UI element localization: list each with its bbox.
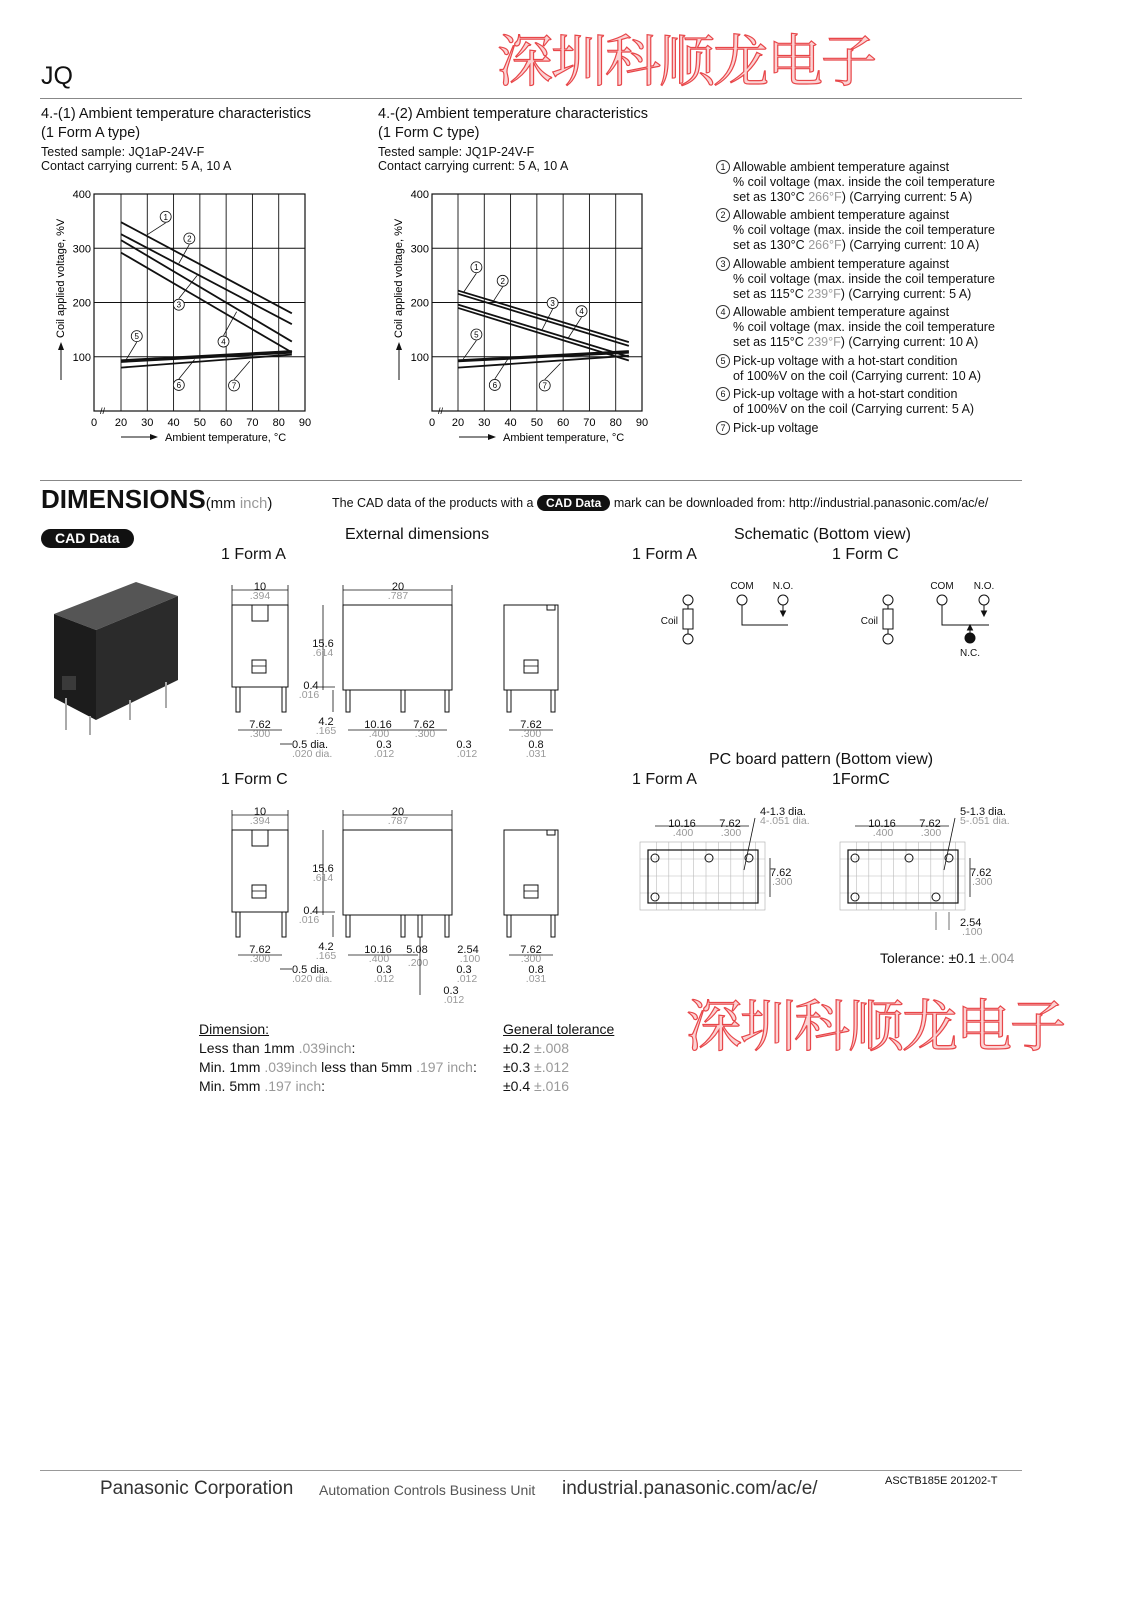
legend-current: ) (Carrying current: 10 A)	[841, 238, 980, 252]
y-tick-label: 300	[410, 243, 429, 256]
dimension-mid: :	[351, 1040, 356, 1056]
pcb-hole-icon	[851, 893, 859, 901]
dimension-label: 10	[253, 806, 267, 818]
legend-line-1: Allowable ambient temperature against	[733, 257, 950, 271]
dimension-label: 15.6	[312, 863, 334, 875]
dimension-label: .100	[459, 953, 481, 965]
dimension-inch-2: .197 inch	[416, 1059, 473, 1075]
relay-outline	[848, 850, 958, 903]
pcb-form-a: 1 Form A	[632, 771, 697, 788]
dimension-label: .614	[312, 872, 334, 884]
x-tick-label: 20	[451, 417, 465, 429]
legend-line-1: Pick-up voltage with a hot-start condition	[733, 354, 958, 368]
dimension-label: .400	[368, 728, 390, 740]
series-callout-label: 7	[231, 381, 237, 391]
y-axis-label: Coil applied voltage, %V	[393, 218, 405, 338]
y-tick-label: 100	[72, 351, 91, 364]
table-row-tolerance	[503, 1078, 569, 1094]
dimension-label: .787	[387, 590, 409, 602]
legend-line-2: % coil voltage (max. inside the coil temperature	[733, 272, 995, 286]
legend-line-1: Allowable ambient temperature against	[733, 160, 950, 174]
y-tick-label: 400	[72, 189, 91, 201]
chart1-title: 4.-(1) Ambient temperature characteristics	[41, 106, 311, 122]
watermark-top: 深圳科顺龙电子	[497, 30, 875, 95]
dimension-label: 0.5 dia.	[292, 964, 329, 976]
table-row-tolerance	[503, 1040, 569, 1056]
dimension-label: 4.2	[318, 716, 334, 728]
com-label: COM	[730, 581, 754, 592]
cad-note-a: The CAD data of the products with a	[332, 496, 534, 510]
holes-label: 5-1.3 dia.	[960, 806, 1006, 818]
dimension-label: 0.3	[443, 985, 459, 997]
unit-mm: (mm	[205, 495, 240, 512]
dimension-label: 10.16	[364, 944, 392, 956]
coil-label: Coil	[860, 616, 878, 627]
tolerance-mm: ±0.4	[503, 1078, 535, 1094]
dimension-label: .394	[249, 815, 271, 827]
tolerance-mm: Tolerance: ±0.1	[880, 950, 980, 966]
dimension-label: 15.6	[312, 638, 334, 650]
series-callout-label: 1	[474, 263, 479, 273]
dimension-label: 10	[253, 581, 267, 593]
y-tick-label: 400	[410, 189, 429, 201]
x-axis-label: Ambient temperature, °C	[165, 432, 287, 444]
cad-data-badge[interactable]: CAD Data	[41, 529, 134, 548]
series-callout-label: 4	[579, 307, 584, 317]
dimension-label: 10.16	[668, 818, 696, 830]
dimension-label: 2.54	[960, 917, 982, 929]
coil-label: Coil	[660, 616, 678, 627]
cad-data-badge-inline: CAD Data	[537, 495, 610, 511]
x-tick-label: 70	[246, 417, 259, 429]
schematic-title: Schematic (Bottom view)	[734, 526, 911, 543]
legend-number-icon: 7	[716, 421, 730, 435]
dimension-label: .300	[520, 953, 542, 965]
table-header-tolerance: General tolerance	[503, 1021, 615, 1037]
chart2-current: Contact carrying current: 5 A, 10 A	[378, 159, 569, 173]
legend-temp-c: set as 115°C	[733, 335, 808, 349]
dimension-label: 7.62	[413, 719, 435, 731]
chart1-current: Contact carrying current: 5 A, 10 A	[41, 159, 232, 173]
footer-divider	[40, 1470, 1022, 1471]
dimension-mm: Less than 1mm	[199, 1040, 299, 1056]
series-callout-label: 5	[134, 332, 139, 342]
dimension-label: 2.54	[457, 944, 479, 956]
tolerance-inch: ±.016	[534, 1078, 569, 1094]
holes-label-inch: 5-.051 dia.	[960, 815, 1010, 827]
dimension-label: .016	[298, 914, 320, 926]
y-tick-label: 200	[410, 297, 429, 310]
dimension-label: .012	[373, 973, 395, 985]
x-tick-label: 50	[530, 417, 543, 429]
dimension-end: :	[472, 1059, 477, 1075]
nc-label: N.C.	[960, 648, 980, 659]
dimension-label: 7.62	[249, 944, 271, 956]
dimension-label: 0.3	[456, 964, 472, 976]
dimension-label: .400	[872, 827, 894, 839]
dimension-label: .165	[315, 950, 337, 962]
x-tick-label: 60	[557, 417, 570, 429]
dimension-label: 4.2	[318, 941, 334, 953]
legend-line-2: % coil voltage (max. inside the coil temperature	[733, 175, 995, 189]
dimension-label: 0.5 dia.	[292, 739, 329, 751]
dimension-label: .031	[525, 748, 547, 760]
y-tick-label: 200	[72, 297, 91, 310]
chart2-title: 4.-(2) Ambient temperature characteristics	[378, 106, 648, 122]
dimension-label: .020 dia.	[292, 973, 333, 985]
dimension-label: .300	[920, 827, 942, 839]
dimension-label: 10.16	[364, 719, 392, 731]
dimensions-title: DIMENSIONS	[41, 484, 206, 514]
y-tick-label: 100	[410, 351, 429, 364]
legend-temp-f: 266°F	[808, 190, 842, 204]
dimension-label: 7.62	[919, 818, 941, 830]
legend-line-1: Allowable ambient temperature against	[733, 305, 950, 319]
unit-close: )	[267, 495, 273, 512]
x-tick-label: 30	[478, 417, 491, 429]
chart1-subtitle: (1 Form A type)	[41, 125, 141, 141]
table-row-tolerance	[503, 1059, 569, 1075]
series-callout-label: 7	[542, 381, 547, 391]
x-tick-label: 50	[193, 417, 206, 429]
legend-line-2: of 100%V on the coil (Carrying current: 5 A)	[733, 402, 975, 416]
y-axis-label: Coil applied voltage, %V	[55, 218, 67, 338]
relay-outline	[648, 850, 758, 903]
table-row-dimension	[199, 1059, 477, 1075]
holes-label-inch: 4-.051 dia.	[760, 815, 810, 827]
pcb-hole-icon	[651, 893, 659, 901]
series-callout-label: 6	[176, 380, 182, 390]
dimension-label: .031	[525, 973, 547, 985]
x-tick-label: 80	[272, 417, 285, 429]
dimension-label: .012	[373, 748, 395, 760]
dimension-label: 7.62	[249, 719, 271, 731]
dimension-label: .300	[720, 827, 742, 839]
dimension-label: .300	[520, 728, 542, 740]
footer-url[interactable]: industrial.panasonic.com/ac/e/	[562, 1478, 818, 1499]
dimension-label: 20	[391, 581, 405, 593]
dimension-label: 0.3	[456, 739, 472, 751]
dimension-label: .400	[672, 827, 694, 839]
dimension-label: 0.3	[376, 739, 392, 751]
dimension-label: .300	[249, 953, 271, 965]
dimension-mm: Min. 1mm	[199, 1059, 265, 1075]
dimension-label: 7.62	[770, 867, 792, 879]
tolerance-mm: ±0.2	[503, 1040, 535, 1056]
axis-break-icon: //	[100, 406, 106, 416]
dimension-inch: .039inch	[298, 1040, 352, 1056]
dimension-label: 0.4	[303, 680, 319, 692]
external-dimensions-title: External dimensions	[345, 526, 490, 543]
legend-number-icon: 4	[716, 305, 730, 319]
x-tick-label: 90	[635, 417, 649, 429]
pcb-hole-icon	[932, 893, 940, 901]
schematic-form-c: 1 Form C	[832, 546, 899, 563]
legend-line-2: % coil voltage (max. inside the coil temperature	[733, 320, 995, 334]
dimension-label: 7.62	[520, 944, 542, 956]
dimension-label: .012	[443, 994, 465, 1006]
dimension-label: .394	[249, 590, 271, 602]
x-axis-label: Ambient temperature, °C	[503, 432, 625, 444]
dimension-label: 0.8	[528, 964, 544, 976]
dimension-label: .787	[387, 815, 409, 827]
form-c-label: 1 Form C	[221, 771, 288, 788]
dimension-label: .012	[456, 973, 478, 985]
no-label: N.O.	[973, 581, 995, 592]
chart2-subtitle: (1 Form C type)	[378, 125, 480, 141]
legend-number-icon: 3	[716, 257, 730, 271]
holes-label: 4-1.3 dia.	[760, 806, 806, 818]
table-row-dimension	[199, 1078, 325, 1094]
no-label: N.O.	[772, 581, 794, 592]
tolerance-inch: ±.004	[979, 950, 1015, 966]
legend-temp-f: 239°F	[807, 287, 841, 301]
series-callout-label: 3	[176, 300, 182, 310]
x-tick-label: 70	[583, 417, 596, 429]
series-callout-label: 4	[221, 337, 226, 347]
legend-number-icon: 2	[716, 208, 730, 222]
legend-line-1: Pick-up voltage with a hot-start condition	[733, 387, 958, 401]
chart1-sample: Tested sample: JQ1aP-24V-F	[41, 145, 205, 159]
legend-current: ) (Carrying current: 10 A)	[840, 335, 979, 349]
legend-line-2: % coil voltage (max. inside the coil temperature	[733, 223, 995, 237]
pcb-title: PC board pattern (Bottom view)	[709, 751, 934, 768]
tolerance-mm: ±0.3	[503, 1059, 535, 1075]
cad-note-b[interactable]: mark can be downloaded from: http://industrial.panasonic.com/ac/e/	[613, 496, 989, 510]
dimension-label: 5.08	[406, 944, 428, 956]
dimension-label: .400	[368, 953, 390, 965]
series-callout-label: 3	[550, 299, 555, 309]
x-tick-label: 0	[90, 417, 98, 429]
schematic-form-a: 1 Form A	[632, 546, 697, 563]
x-tick-label: 30	[141, 417, 154, 429]
legend-number-icon: 1	[716, 160, 730, 174]
series-callout-label: 2	[500, 276, 505, 286]
dimension-label: 7.62	[719, 818, 741, 830]
x-tick-label: 90	[298, 417, 312, 429]
dimension-label: 7.62	[520, 719, 542, 731]
dimension-label: 0.8	[528, 739, 544, 751]
pcb-hole-icon	[851, 854, 859, 862]
dimension-label: .100	[962, 926, 983, 938]
dimension-mid: :	[321, 1078, 326, 1094]
series-title: JQ	[41, 62, 73, 90]
x-tick-label: 0	[428, 417, 436, 429]
dimension-label: 10.16	[868, 818, 896, 830]
form-a-label: 1 Form A	[221, 546, 286, 563]
legend-line-1: Allowable ambient temperature against	[733, 208, 950, 222]
dimension-mm: Min. 5mm	[199, 1078, 265, 1094]
legend-temp-c: set as 115°C	[733, 287, 808, 301]
unit-inch: inch	[239, 495, 268, 512]
tolerance-inch: ±.008	[534, 1040, 569, 1056]
series-callout-label: 5	[474, 330, 479, 340]
chart2-sample: Tested sample: JQ1P-24V-F	[378, 145, 535, 159]
dimension-label: .300	[414, 728, 436, 740]
footer-company: Panasonic Corporation	[100, 1478, 294, 1499]
series-callout-label: 6	[492, 380, 498, 390]
dimension-label: .016	[298, 689, 320, 701]
dimension-label: 20	[391, 806, 405, 818]
table-row-dimension	[199, 1040, 355, 1056]
series-callout-label: 1	[163, 212, 168, 222]
series-callout-label: 2	[187, 234, 192, 244]
dimension-label: .614	[312, 647, 334, 659]
legend-temp-c: set as 130°C	[733, 190, 809, 204]
dimension-label: 0.4	[303, 905, 319, 917]
table-header-dimension: Dimension:	[199, 1021, 270, 1037]
footer-doc-code: ASCTB185E 201202-T	[885, 1475, 998, 1487]
axis-break-icon: //	[438, 406, 444, 416]
dimension-label: .300	[972, 876, 993, 888]
legend-current: ) (Carrying current: 5 A)	[840, 287, 972, 301]
dimension-label: .165	[315, 725, 337, 737]
dimension-label: 7.62	[970, 867, 992, 879]
x-tick-label: 40	[504, 417, 517, 429]
dimension-label: .300	[249, 728, 271, 740]
pcb-hole-icon	[651, 854, 659, 862]
legend-line-2: of 100%V on the coil (Carrying current: 10 A)	[733, 369, 982, 383]
legend-temp-f: 266°F	[808, 238, 842, 252]
pcb-form-c: 1FormC	[832, 771, 890, 788]
legend-temp-f: 239°F	[807, 335, 841, 349]
dimension-inch: .039inch	[264, 1059, 318, 1075]
x-tick-label: 40	[167, 417, 180, 429]
legend-temp-c: set as 130°C	[733, 238, 809, 252]
watermark-bottom: 深圳科顺龙电子	[686, 995, 1064, 1060]
legend-current: ) (Carrying current: 5 A)	[841, 190, 973, 204]
dimension-label: .012	[456, 748, 478, 760]
y-tick-label: 300	[72, 243, 91, 256]
legend-number-icon: 5	[716, 354, 730, 368]
dimension-label: 0.3	[376, 964, 392, 976]
x-tick-label: 20	[114, 417, 128, 429]
footer-unit: Automation Controls Business Unit	[319, 1482, 536, 1498]
dimension-label: .200	[407, 957, 429, 969]
legend-line-1: Pick-up voltage	[733, 421, 819, 435]
dimension-inch: .197 inch	[264, 1078, 322, 1094]
tolerance	[880, 950, 1014, 966]
dimension-label: .020 dia.	[292, 748, 333, 760]
x-tick-label: 80	[609, 417, 622, 429]
dimension-mid: less than 5mm	[317, 1059, 417, 1075]
x-tick-label: 60	[220, 417, 233, 429]
com-label: COM	[930, 581, 954, 592]
tolerance-inch: ±.012	[534, 1059, 569, 1075]
legend-number-icon: 6	[716, 387, 730, 401]
dimension-label: .300	[772, 876, 793, 888]
